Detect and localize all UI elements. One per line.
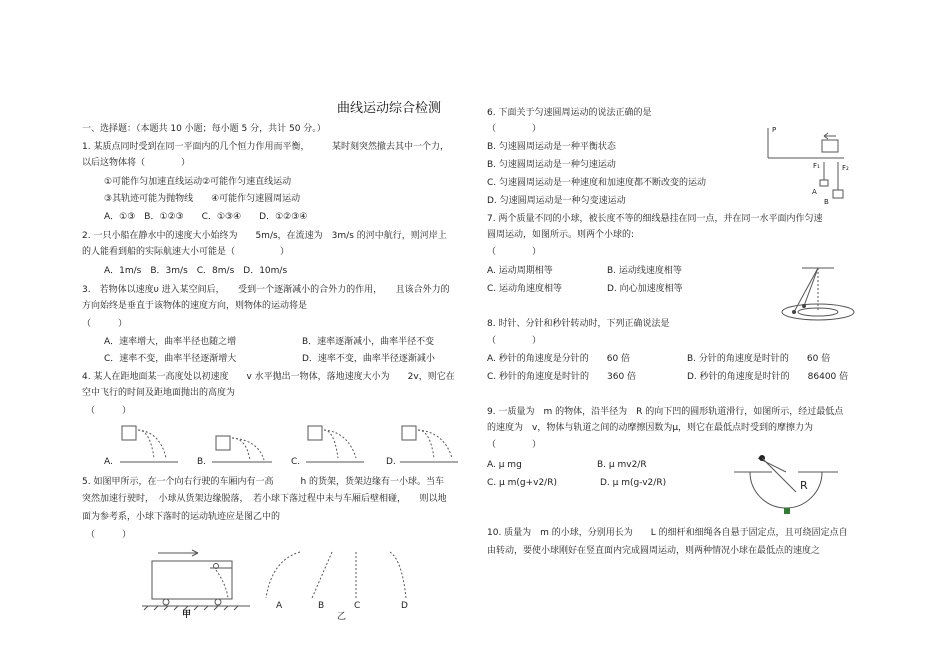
q3-option-c: C．速率不变，曲率半径逐渐增大 (104, 354, 237, 364)
q7-option-a: A. 运动周期相等 (487, 266, 553, 276)
section-heading: 一、选择题：（本题共 10 小题；每小题 5 分，共计 50 分。） (82, 124, 326, 134)
q7-answer-blank: （ ） (487, 247, 542, 257)
q3-option-d: D．速率不变，曲率半径逐渐减小 (302, 354, 435, 364)
q3-stem-line1: 3. 若物体以速度υ 进入某空间后， 受到一个逐渐减小的合外力的作用， 且该合外力的 (82, 285, 450, 295)
q9-option-c: C. μ m(g+v2/R) (487, 478, 557, 488)
q6-option-b: B. 匀速圆周运动是一种匀速运动 (487, 160, 616, 170)
q8-option-a: A. 秒针的角速度是分针的 60 倍 (487, 354, 631, 364)
q1-stem-line2: 以后这物体将（ ） (82, 158, 191, 168)
q8-answer-blank: （ ） (487, 336, 542, 346)
q5-trajectory-label-a: A (276, 601, 283, 611)
q9-answer-blank: （ ） (487, 440, 542, 450)
q9-option-a: A. μ mg (487, 460, 522, 470)
q1-statement-1-2: ①可能作匀加速直线运动②可能作匀速直线运动 (104, 177, 292, 187)
q8-option-d: D. 秒针的角速度是时针的 86400 倍 (687, 372, 849, 382)
q10-stem-line1: 10. 质量为 m 的小球，分别用长为 L 的细杆和细绳各自悬于固定点，且可绕固定点自 (487, 528, 848, 538)
q9-object-marker (784, 508, 790, 514)
q5-trajectory-label-b: B (318, 601, 325, 611)
q1-stem-line1: 1. 某质点同时受到在同一平面内的几个恒力作用而平衡， 某时刻突然撤去其中一个力， (82, 142, 449, 152)
q5-stem-line3: 面为参考系，小球下落时的运动轨迹应是图乙中的 (82, 512, 281, 522)
q4-figure-b (212, 430, 274, 466)
q4-figure-a (120, 424, 180, 466)
q1-statement-3-4: ③其轨迹可能为抛物线 ④可能作匀速圆周运动 (104, 194, 301, 204)
q5-stem-line2: 突然加速行驶时， 小球从货架边缘脱落， 若小球下落过程中未与车厢后壁相碰， 则以地 (82, 494, 447, 504)
q2-options: A．1m/s B．3m/s C．8m/s D．10m/s (104, 266, 288, 276)
q6-option-a: B. 匀速圆周运动是一种平衡状态 (487, 142, 616, 152)
q6-figure (766, 122, 846, 204)
q4-figure-d (400, 424, 460, 466)
q7-option-b: B. 运动线速度相等 (607, 266, 682, 276)
q8-option-c: C. 秒针的角速度是时针的 360 倍 (487, 372, 637, 382)
q5-stem-line1: 5. 如图甲所示，在一个向右行驶的车厢内有一高 h 的货架，货架边缘有一小球。当车 (82, 477, 445, 487)
q4-figure-c (306, 424, 366, 466)
q10-stem-line2: 由转动，要使小球刚好在竖直面内完成圆周运动，则两种情况小球在最低点的速度之 (487, 546, 821, 556)
q6-figure-label-a: A (812, 188, 817, 196)
q3-answer-blank: （ ） (82, 319, 128, 329)
q5-trajectory-label-d: D (401, 601, 408, 611)
q2-stem-line1: 2. 一只小船在静水中的速度大小始终为 5m/s，在流速为 3m/s 的河中航行，则河岸上 (82, 231, 447, 241)
q5-figure-label-jia: 甲 (182, 610, 192, 620)
q9-stem-line1: 9. 一质量为 m 的物体，沿半径为 R 的向下凹的圆形轨道滑行，如图所示，经过最低点 (487, 407, 844, 417)
q5-trajectory-label-c: C (354, 601, 361, 611)
q9-figure (732, 436, 842, 520)
q2-stem-line2: 的人能看到船的实际航速大小可能是（ ） (82, 247, 290, 257)
q8-option-b: B. 分针的角速度是时针的 60 倍 (687, 354, 831, 364)
q4-option-d-label: D. (386, 457, 396, 467)
q3-stem-line2: 方向始终是垂直于该物体的速度方向，则物体的运动将是 (82, 301, 308, 311)
q6-figure-label-f1: F₁ (813, 162, 820, 170)
q7-option-d: D. 向心加速度相等 (607, 284, 683, 294)
q3-option-a: A．速率增大，曲率半径也随之增 (104, 337, 237, 347)
q9-option-b: B. μ mv2/R (597, 460, 647, 470)
q4-answer-blank: （ ） (86, 406, 132, 416)
q6-figure-label-p: P (772, 126, 777, 134)
q7-stem-line1: 7. 两个质量不同的小球，被长度不等的细线悬挂在同一点，并在同一水平面内作匀速 (487, 214, 823, 224)
q7-option-c: C. 运动角速度相等 (487, 284, 563, 294)
q9-figure-label-r: R (800, 479, 808, 492)
q4-option-c-label: C. (291, 457, 301, 467)
q9-stem-line2: 的速度为 v，物体与轨道之间的动摩擦因数为μ，则它在最低点时受到的摩擦力为 (487, 423, 814, 433)
q6-option-d: D. 匀速圆周运动是一种匀变速运动 (487, 196, 626, 206)
q7-figure (778, 262, 858, 326)
q1-options: A．①③ B．①②③ C．①③④ D．①②③④ (104, 212, 308, 222)
q8-stem: 8. 时针、分针和秒针转动时，下列正确说法是 (487, 319, 670, 329)
q9-option-d: D. μ m(g-v2/R) (600, 478, 667, 488)
q6-stem: 6. 下面关于匀速圆周运动的说法正确的是 (487, 108, 652, 118)
q5-figure-label-yi: 乙 (337, 612, 347, 622)
q5-answer-blank: （ ） (86, 530, 132, 540)
q6-figure-label-b: B (824, 198, 829, 206)
q4-option-b-label: B. (197, 457, 207, 467)
q6-figure-label-f2: F₂ (842, 164, 849, 172)
page-title: 曲线运动综合检测 (337, 101, 442, 116)
q6-answer-blank: （ ） (487, 124, 542, 134)
q4-stem-line1: 4. 某人在距地面某一高度处以初速度 v 水平抛出一物体，落地速度大小为 2v，则它在 (82, 372, 455, 382)
q4-stem-line2: 空中飞行的时间及距地面抛出的高度为 (82, 388, 236, 398)
q3-option-b: B．速率逐渐减小，曲率半径不变 (302, 337, 435, 347)
q6-option-c: C. 匀速圆周运动是一种速度和加速度都不断改变的运动 (487, 178, 707, 188)
q7-stem-line2: 圆周运动，如图所示。则两个小球的: (487, 230, 635, 240)
q4-option-a-label: A. (104, 457, 113, 467)
